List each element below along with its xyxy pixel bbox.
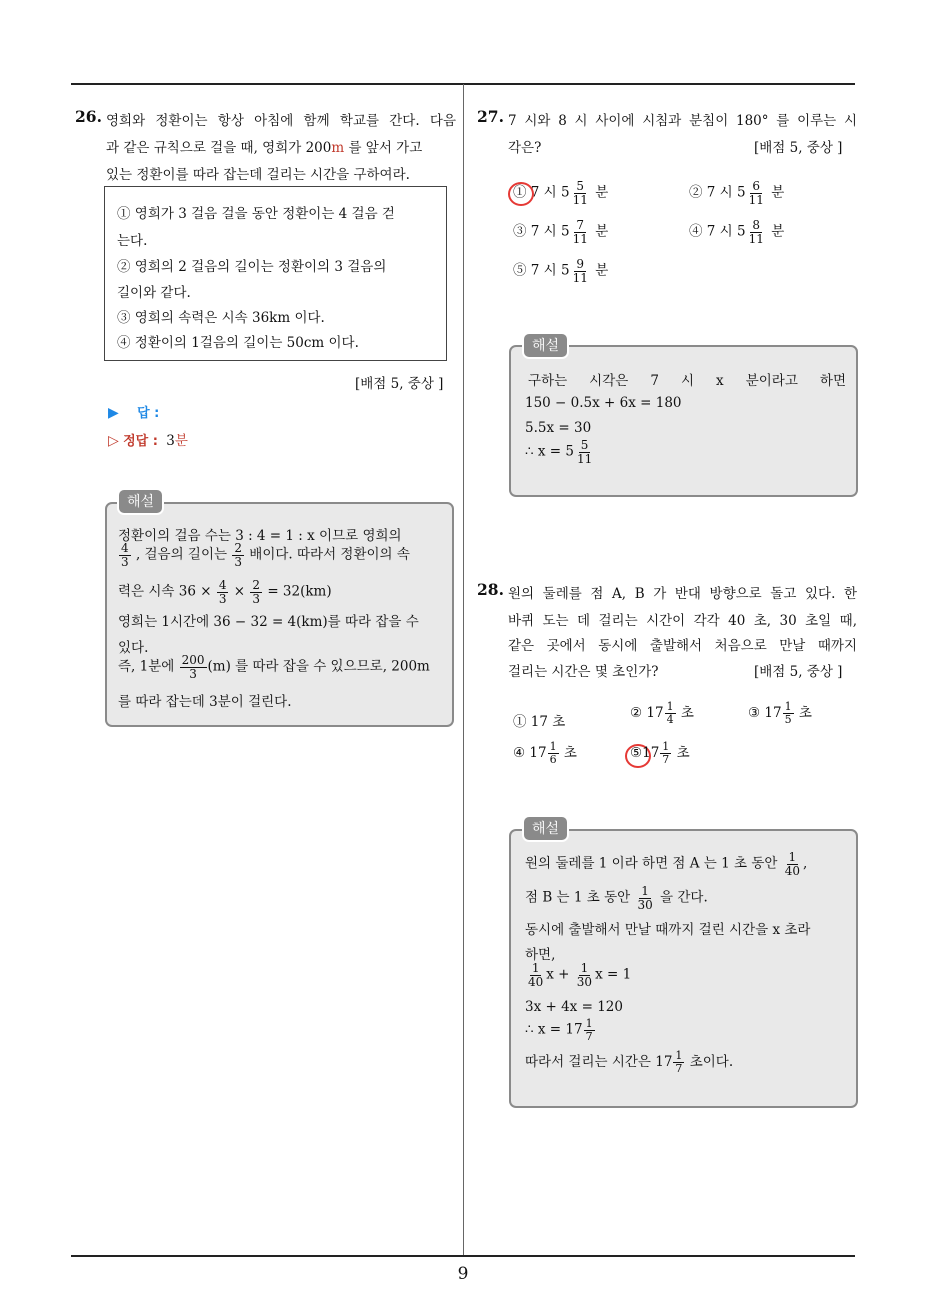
solution-line: 동시에 출발해서 만날 때까지 걸린 시간을 x 초라 bbox=[525, 922, 811, 938]
solution-tag: 해설 bbox=[522, 332, 569, 359]
question-number: 28. bbox=[477, 580, 504, 599]
unit-text: m bbox=[331, 140, 345, 156]
solution-line: 하면, bbox=[525, 947, 556, 963]
solution-line: 즉, 1분에 $\frac{200}{3}$ (m) 를 따라 잡을 수 있으므로, 200m bbox=[118, 653, 430, 681]
fraction: $\frac{5}{11}$ bbox=[572, 179, 588, 207]
answer-row bbox=[108, 402, 159, 421]
solution-line: ∴ x = 5 $\frac{5}{11}$ bbox=[525, 438, 593, 466]
conditions-box bbox=[104, 186, 447, 361]
triangle-outline-icon: ▷ bbox=[108, 433, 119, 449]
question-text-line: 있는 정환이를 따라 잡는데 걸리는 시간을 구하여라. bbox=[106, 167, 410, 183]
fraction: $\frac{1}{30}$ bbox=[637, 884, 653, 912]
solution-line: 를 따라 잡는데 3분이 걸린다. bbox=[118, 694, 292, 710]
choice-4[interactable]: ④ 7 시 5 $\frac{8}{11}$ 분 bbox=[689, 218, 785, 246]
choice-1[interactable]: ① 7 시 5 $\frac{5}{11}$ 분 bbox=[513, 179, 609, 207]
fraction: $\frac{1}{5}$ bbox=[784, 700, 792, 726]
bottom-rule bbox=[71, 1255, 855, 1257]
solution-line: 있다. bbox=[118, 640, 149, 656]
fraction: $\frac{8}{11}$ bbox=[748, 218, 764, 246]
solution-line: ∴ x = 17 $\frac{1}{7}$ bbox=[525, 1017, 593, 1043]
question-text-line: 7 시와 8 시 사이에 시침과 분침이 180° 를 이루는 시 bbox=[508, 113, 857, 129]
solution-tag: 해설 bbox=[117, 488, 164, 515]
fraction: $\frac{1}{7}$ bbox=[662, 740, 670, 766]
choice-3[interactable]: ③ 17 $\frac{1}{5}$ 초 bbox=[748, 700, 812, 726]
question-text-line: 원의 둘레를 점 A, B 가 반대 방향으로 돌고 있다. 한 bbox=[508, 586, 857, 602]
fraction: $\frac{1}{40}$ bbox=[784, 850, 800, 878]
solution-tag: 해설 bbox=[522, 815, 569, 842]
fraction: $\frac{2}{3}$ bbox=[234, 541, 242, 569]
condition-line: ② 영희의 2 걸음의 길이는 정환이의 3 걸음의 bbox=[117, 259, 387, 275]
solution-line: 5.5x = 30 bbox=[525, 420, 592, 436]
fraction: $\frac{5}{11}$ bbox=[576, 438, 593, 466]
correct-answer-unit: 분 bbox=[174, 433, 188, 449]
question-text-line bbox=[106, 136, 456, 156]
play-icon: ▶ bbox=[108, 405, 119, 421]
solution-box bbox=[509, 345, 858, 497]
text-segment: 를 앞서 가고 bbox=[348, 140, 423, 156]
fraction: $\frac{9}{11}$ bbox=[572, 257, 588, 285]
text-segment: 과 같은 규칙으로 걸을 때, 영희가 200 bbox=[106, 140, 332, 156]
fraction: $\frac{4}{3}$ bbox=[218, 578, 227, 606]
solution-line: 원의 둘레를 1 이라 하면 점 A 는 1 초 동안 $\frac{1}{40}$ , bbox=[525, 850, 808, 878]
question-text-line: 영희와 정환이는 항상 아침에 함께 학교를 간다. 다음 bbox=[106, 113, 456, 129]
choice-2[interactable]: ② 17 $\frac{1}{4}$ 초 bbox=[630, 700, 694, 726]
fraction: $\frac{1}{7}$ bbox=[675, 1049, 683, 1075]
solution-box bbox=[509, 829, 858, 1108]
choice-5[interactable]: ⑤ 7 시 5 $\frac{9}{11}$ 분 bbox=[513, 257, 609, 285]
fraction: $\frac{1}{4}$ bbox=[666, 700, 674, 726]
fraction: $\frac{200}{3}$ bbox=[181, 653, 205, 681]
question-number: 27. bbox=[477, 107, 504, 126]
solution-line: 따라서 걸리는 시간은 17 $\frac{1}{7}$ 초이다. bbox=[525, 1049, 734, 1075]
fraction: $\frac{6}{11}$ bbox=[748, 179, 764, 207]
condition-line: ④ 정환이의 1걸음의 길이는 50cm 이다. bbox=[117, 335, 359, 351]
condition-line: 는다. bbox=[117, 233, 148, 249]
choice-3[interactable]: ③ 7 시 5 $\frac{7}{11}$ 분 bbox=[513, 218, 609, 246]
page-number: 9 bbox=[457, 1264, 469, 1284]
solution-line: 영희는 1시간에 36 − 32 = 4(km)를 따라 잡을 수 bbox=[118, 614, 419, 630]
question-text-line: 각은? bbox=[508, 140, 542, 156]
fraction: $\frac{4}{3}$ bbox=[121, 541, 129, 569]
solution-line: $\frac{4}{3}$ , 걸음의 길이는 $\frac{2}{3}$ 배이다. 따라서 정환이의 속 bbox=[121, 541, 410, 569]
score-label: [배점 5, 중상 ] bbox=[355, 376, 444, 392]
correct-answer-label: 정답 : bbox=[123, 434, 158, 449]
fraction: $\frac{1}{30}$ bbox=[576, 961, 593, 989]
score-label: [배점 5, 중상 ] bbox=[754, 140, 843, 156]
answer-label: 답 : bbox=[137, 406, 160, 421]
score-label: [배점 5, 중상 ] bbox=[754, 664, 843, 680]
choice-1[interactable]: ① 17 초 bbox=[513, 714, 566, 730]
solution-box bbox=[105, 502, 454, 727]
condition-line: ① 영희가 3 걸음 걸을 동안 정환이는 4 걸음 걷 bbox=[117, 206, 395, 222]
solution-line: $\frac{1}{40}$ x + $\frac{1}{30}$ x = 1 bbox=[528, 961, 632, 989]
correct-answer-value: 3 bbox=[166, 433, 175, 449]
fraction: $\frac{1}{40}$ bbox=[528, 961, 544, 989]
solution-line: 력은 시속 36 × $\frac{4}{3}$ × $\frac{2}{3}$ = 32(km) bbox=[118, 578, 332, 606]
column-divider bbox=[463, 84, 464, 1256]
solution-line: 150 − 0.5x + 6x = 180 bbox=[525, 395, 682, 411]
solution-line: 구하는 시각은 7 시 x 분이라고 하면 bbox=[528, 373, 846, 389]
question-text-line: 걸리는 시간은 몇 초인가? bbox=[508, 664, 659, 680]
question-text-line: 바퀴 도는 데 걸리는 시간이 각각 40 초, 30 초일 때, bbox=[508, 613, 857, 629]
choice-4[interactable]: ④ 17 $\frac{1}{6}$ 초 bbox=[513, 740, 577, 766]
solution-line: 점 B 는 1 초 동안 $\frac{1}{30}$ 을 간다. bbox=[525, 884, 708, 912]
fraction: $\frac{1}{6}$ bbox=[549, 740, 557, 766]
fraction: $\frac{7}{11}$ bbox=[572, 218, 588, 246]
correct-answer-row bbox=[108, 429, 188, 449]
fraction: $\frac{2}{3}$ bbox=[252, 578, 261, 606]
solution-line: 정환이의 걸음 수는 3 : 4 = 1 : x 이므로 영희의 bbox=[118, 528, 402, 544]
condition-line: ③ 영희의 속력은 시속 36km 이다. bbox=[117, 310, 325, 326]
solution-line: 3x + 4x = 120 bbox=[525, 999, 623, 1015]
fraction: $\frac{1}{7}$ bbox=[585, 1017, 593, 1043]
choice-5[interactable]: ⑤17 $\frac{1}{7}$ 초 bbox=[630, 740, 690, 766]
question-text-line: 같은 곳에서 동시에 출발해서 처음으로 만날 때까지 bbox=[508, 638, 857, 654]
condition-line: 길이와 같다. bbox=[117, 285, 191, 301]
question-number: 26. bbox=[75, 107, 102, 126]
choice-2[interactable]: ② 7 시 5 $\frac{6}{11}$ 분 bbox=[689, 179, 785, 207]
